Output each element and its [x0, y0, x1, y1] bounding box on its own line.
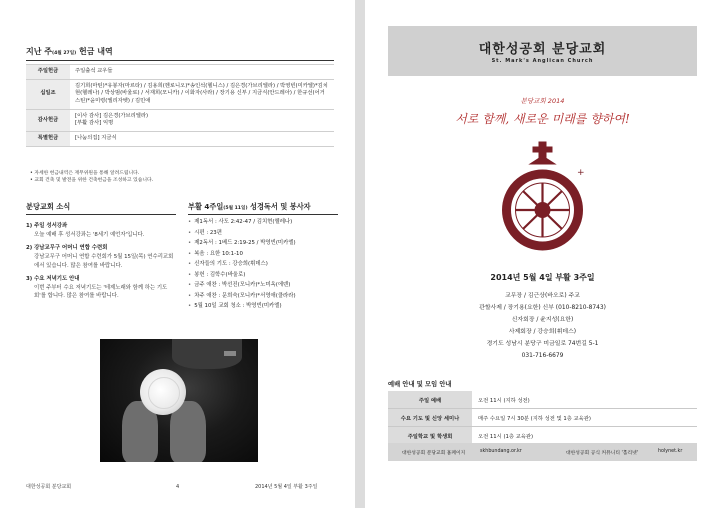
row-text: 주일출석 교우들 [70, 65, 334, 80]
issue-date: 2014년 5월 4일 부활 3주일 [490, 273, 595, 282]
staff-line: 관할사제 / 장기용(요한) 신부 (010-8210-8743) [479, 305, 606, 312]
news-rule [26, 214, 176, 215]
row-label: 십일조 [26, 79, 70, 109]
mitre-top [530, 156, 555, 164]
host-wafer [140, 369, 186, 415]
offering-notes [30, 170, 153, 185]
staff-line: 사제회장 / 강승희(휘데스) [508, 329, 577, 336]
eucharist-photo [100, 339, 258, 462]
list-item: • 시편 : 23편 [188, 229, 222, 236]
community-url[interactable]: holynet.kr [658, 449, 683, 454]
readings-list [188, 217, 338, 312]
photo-mark [224, 351, 236, 356]
news-list [26, 217, 176, 301]
list-item: • 신자들의 기도 : 강승희(휘데스) [188, 261, 268, 268]
offering-rule [26, 60, 334, 61]
table-row [26, 79, 334, 109]
table-row: 수요 기도 및 신앙 세미나 매주 수요일 7시 30분 (지하 성전 및 1층 교육관) [388, 409, 697, 427]
list-item: • 5월 10일 교회 청소 : 박영빈(미카엘) [188, 303, 282, 310]
row-label: 주일헌금 [26, 65, 70, 80]
news-heading: 2) 강남교무구 어머니 연합 수련회 [26, 245, 108, 252]
page-gutter [355, 0, 365, 508]
homepage-label: 대한성공회 분당교회 홈페이지 [402, 451, 466, 456]
cross-horizontal [533, 147, 552, 152]
plus-mark: + [577, 168, 585, 178]
staff-info [365, 290, 720, 363]
news-body: 이번 주부터 수요 저녁기도는 '테제노래와 함께 하는 기도회'를 합니다. 많은 참여를 바랍니다. [34, 284, 168, 300]
row-text: [나눔의집] 지금식 [70, 132, 334, 147]
staff-line: 경기도 성남시 분당구 미금일로 74번길 5-1 [486, 341, 599, 348]
church-name-en: St. Mark's Anglican Church [491, 58, 594, 64]
staff-line: 신자회장 / 윤지성(요한) [511, 317, 574, 324]
contact-footer [388, 443, 697, 461]
list-item: • 차주 애찬 : 문희숙(모니카)*서영애(클라라) [188, 292, 296, 299]
page-number: 4 [176, 484, 180, 490]
seal-center [535, 202, 551, 218]
seal-text [365, 0, 366, 1]
table-row [26, 65, 334, 80]
left-page [0, 0, 355, 508]
news-body: 강남교무구 어머니 연합 수련회가 5월 15일(목) 연수리교회에서 있습니다. 많은 참여를 바랍니다. [34, 253, 174, 269]
table-row: 주일학교 및 학생회 오전 11시 (1층 교육관) [388, 427, 697, 445]
readings-title: 부활 4주일(5월 11일) 성경독서 및 봉사자 [188, 202, 311, 211]
readings-rule [188, 214, 338, 215]
services-title: 예배 안내 및 모임 안내 [388, 381, 452, 388]
table-row [26, 132, 334, 147]
list-item: • 금주 애찬 : 박선진(모니카)*노미옥(에덴) [188, 282, 291, 289]
offering-title: 지난 주(4월 27일) 헌금 내역 [26, 47, 113, 56]
offering-table [26, 64, 334, 147]
slogan-year: 분당교회 2014 [520, 97, 565, 105]
staff-line: 교무장 / 김근상(바오로) 주교 [505, 293, 580, 299]
list-item: • 제2독서 : 1베드 2:19-25 / 박영빈(미카엘) [188, 240, 296, 247]
news-body: 오늘 예배 후 성서강좌는 '8세기 예언자'입니다. [34, 231, 145, 238]
community-label: 대한성공회 공식 커뮤니티 '홀리넷' [566, 451, 639, 456]
row-label: 특별헌금 [26, 132, 70, 147]
news-heading: 3) 수요 저녁기도 안내 [26, 276, 80, 283]
note-line: • 교회 건축 및 발전을 위한 건축헌금을 조성하고 있습니다. [30, 178, 154, 184]
right-page [365, 0, 720, 508]
homepage-url[interactable]: skhbundang.or.kr [480, 449, 522, 454]
table-row [26, 109, 334, 131]
list-item: • 제1독서 : 사도 2:42-47 / 김치현(헬레나) [188, 219, 293, 225]
title-banner [388, 26, 697, 76]
news-heading: 1) 주일 성서강좌 [26, 223, 68, 229]
footer-date: 2014년 5월 4일 부활 3주일 [255, 484, 318, 490]
row-text: 김기희(마틴)*유봉자(마르타) / 김용희(헨로니오)*송인석(헬니스) / 김은경(가브리엘라) / 박영빈(미카엘)*김치현(헬레나) / 박상범(바울로) / 서재희(모니카) / 이화자(사라) / 장기용 신부 / 지금식(안드레아) / 한규선(어거스틴)*윤미령(엘리자벳) / 김민애 [70, 79, 334, 109]
list-item: • 복음 : 요한 10:1-10 [188, 250, 243, 257]
church-name: 대한성공회 분당교회 [478, 42, 607, 57]
list-item: • 봉헌 : 김학수(바울로) [188, 271, 246, 278]
slogan: 서로 함께, 새로운 미래를 향하여! [455, 112, 630, 126]
news-title: 분당교회 소식 [26, 202, 71, 211]
footer-church: 대한성공회 분당교회 [26, 484, 72, 490]
table-row: 주일 예배 오전 11시 (지하 성전) [388, 391, 697, 409]
staff-line: 031-716-6679 [521, 353, 564, 360]
row-text: [이사 감사] 김은경(가브리엘라) [부활 감사] 익명 [70, 109, 334, 131]
anglican-seal-logo [500, 140, 585, 260]
row-label: 감사헌금 [26, 109, 70, 131]
services-table [388, 391, 697, 445]
note-line: • 자세한 헌금내역은 재무위원을 통해 알려드립니다. [30, 171, 140, 176]
